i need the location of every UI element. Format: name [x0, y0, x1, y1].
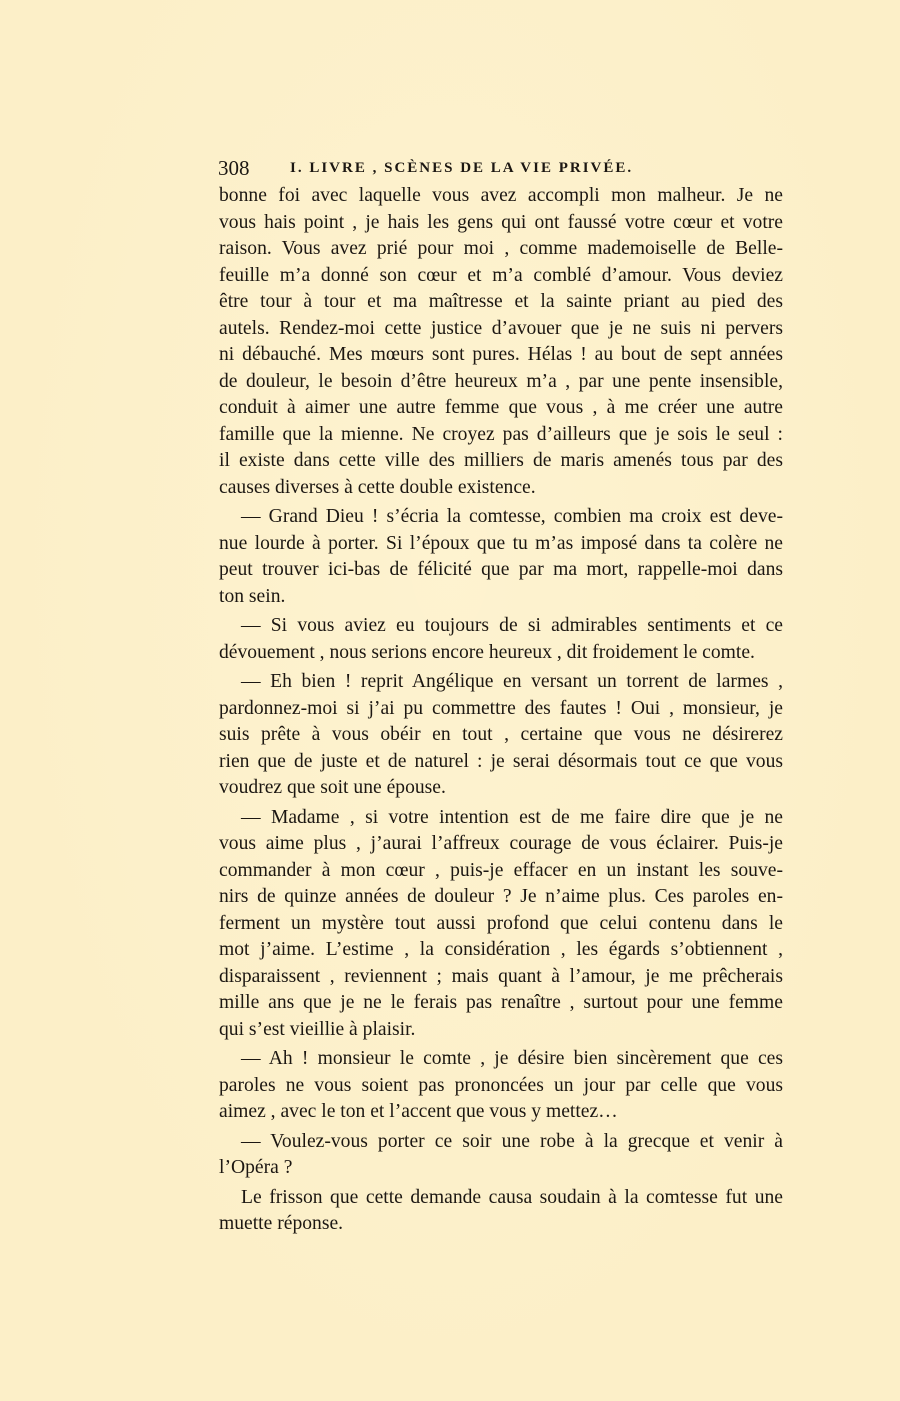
running-title: I. LIVRE , SCÈNES DE LA VIE PRIVÉE. — [290, 160, 634, 176]
text-line: — Eh bien ! reprit Angélique en versant un torrent de larmes , — [241, 671, 783, 692]
text-line: raison. Vous avez prié pour moi , comme mademoiselle de Belle- — [219, 238, 783, 259]
text-line: dévouement , nous serions encore heureux , dit froidement le comte. — [219, 641, 755, 663]
text-line: vous hais point , je hais les gens qui ont faussé votre cœur et votre — [219, 211, 783, 233]
text-line: bonne foi avec laquelle vous avez accompli mon malheur. Je ne — [219, 185, 783, 206]
text-line: de douleur, le besoin d’être heureux m’a , par une pente insensible, — [219, 370, 783, 392]
paragraph — [219, 183, 783, 501]
text-line: causes diverses à cette double existence. — [219, 476, 536, 498]
text-line: — Madame , si votre intention est de me faire dire que je ne — [241, 806, 783, 828]
text-line: peut trouver ici-bas de félicité que par ma mort, rappelle-moi dans — [219, 559, 783, 580]
text-line: conduit à aimer une autre femme que vous , à me créer une autre — [219, 397, 783, 418]
text-line: ferment un mystère tout aussi profond que celui contenu dans le — [219, 912, 783, 934]
text-line: être tour à tour et ma maîtresse et la sainte priant au pied des — [219, 291, 783, 312]
text-line: autels. Rendez-moi cette justice d’avouer que je ne suis ni pervers — [219, 317, 783, 339]
paragraph — [219, 1129, 783, 1182]
text-line: ton sein. — [219, 585, 286, 607]
text-line: mille ans que je ne le ferais pas renaître , surtout pour une femme — [219, 992, 783, 1013]
paragraph — [219, 805, 783, 1044]
text-line: feuille m’a donné son cœur et m’a comblé d’amour. Vous deviez — [219, 264, 783, 286]
text-line: vous aime plus , j’aurai l’affreux courage de vous éclairer. Puis-je — [219, 833, 783, 854]
text-line: Le frisson que cette demande causa soudain à la comtesse fut une — [241, 1186, 783, 1208]
text-line: muette réponse. — [219, 1213, 344, 1234]
text-line: famille que la mienne. Ne croyez pas d’ailleurs que je sois le seul : — [219, 423, 783, 445]
text-line: aimez , avec le ton et l’accent que vous y mettez… — [219, 1101, 618, 1122]
text-line: paroles ne vous soient pas prononcées un jour par celle que vous — [219, 1074, 783, 1096]
text-line: l’Opéra ? — [219, 1157, 293, 1178]
body-text — [219, 183, 783, 1238]
running-head — [218, 154, 793, 182]
text-line: ni débauché. Mes mœurs sont pures. Hélas ! au bout de sept années — [219, 344, 783, 365]
text-line: mot j’aime. L’estime , la considération , les égards s’obtiennent , — [219, 939, 783, 960]
text-line: suis prête à vous obéir en tout , certaine que vous ne désirerez — [219, 724, 783, 745]
text-line: pardonnez-moi si j’ai pu commettre des fautes ! Oui , monsieur, je — [219, 697, 783, 719]
text-line: qui s’est vieillie à plaisir. — [219, 1018, 416, 1040]
text-line: nirs de quinze années de douleur ? Je n’aime plus. Ces paroles en- — [219, 886, 783, 907]
text-line: — Si vous aviez eu toujours de si admirables sentiments et ce — [241, 615, 783, 636]
text-line: rien que de juste et de naturel : je serai désormais tout ce que vous — [219, 750, 783, 772]
text-line: — Grand Dieu ! s’écria la comtesse, combien ma croix est deve- — [241, 506, 783, 527]
page-number: 308 — [218, 156, 250, 180]
text-line: nue lourde à porter. Si l’époux que tu m’as imposé dans ta colère ne — [219, 532, 783, 554]
paragraph — [219, 504, 783, 610]
paragraph — [219, 1185, 783, 1238]
text-line: — Ah ! monsieur le comte , je désire bien sincèrement que ces — [241, 1048, 783, 1069]
text-line: — Voulez-vous porter ce soir une robe à la grecque et venir à — [241, 1130, 783, 1152]
paragraph — [219, 1046, 783, 1126]
text-line: il existe dans cette ville des milliers de maris amenés tous par des — [219, 450, 783, 471]
text-line: voudrez que soit une épouse. — [219, 777, 446, 798]
text-line: disparaissent , reviennent ; mais quant à l’amour, je me prêcherais — [219, 965, 783, 987]
paragraph — [219, 669, 783, 802]
text-line: commander à mon cœur , puis-je effacer en un instant les souve- — [219, 859, 783, 881]
paragraph — [219, 613, 783, 666]
